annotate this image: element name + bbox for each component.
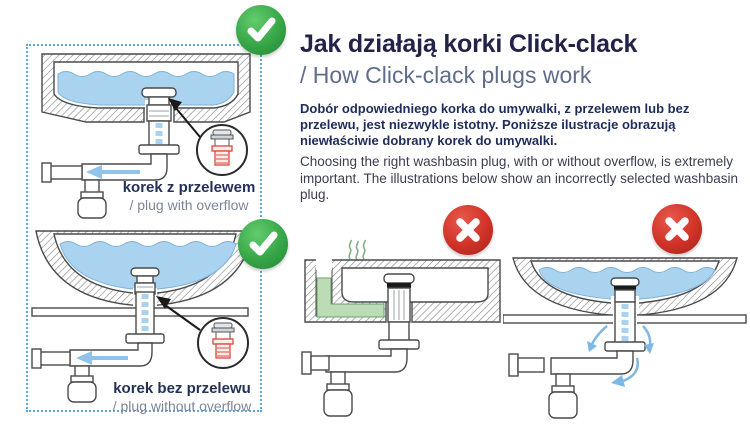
drain-pipe [326,322,419,372]
caption-en: / plug with overflow [129,197,249,214]
caption-en: / plug without overflow [112,398,252,415]
page-title: Jak działają korki Click-clack [300,30,638,58]
clickclack-plug-closed [384,274,414,322]
diagram-incorrect-overflow-smell [300,238,505,428]
x-icon [443,205,493,255]
plug-detail-inset [197,125,247,175]
description-en: Choosing the right washbasin plug, with or without overflow, is extremely important. The illustrations below show an incorrectly selected washbasin plug. [300,154,738,203]
clickclack-plug [142,88,176,121]
caption-plug-with-overflow [118,179,260,213]
description-pl: Dobór odpowiedniego korka do umywalki, z przelewem lub bez przelewu, jest niezwykle istotny. Poniższe ilustracje obrazują niewłaściwie dobrany korek do umywalki. [300,101,690,149]
x-icon [652,204,702,254]
clickclack-plug-closed [611,278,639,302]
text-content [300,30,750,204]
check-icon [238,219,288,269]
page-subtitle: / How Click-clack plugs work [300,62,592,88]
plug-detail-inset [198,318,248,368]
caption-plug-without-overflow [103,380,261,414]
caption-pl: korek z przelewem [122,179,256,196]
check-icon [236,5,286,55]
smell-lines [349,240,365,260]
caption-pl: korek bez przelewu [113,380,251,397]
diagram-incorrect-leak [503,238,748,428]
